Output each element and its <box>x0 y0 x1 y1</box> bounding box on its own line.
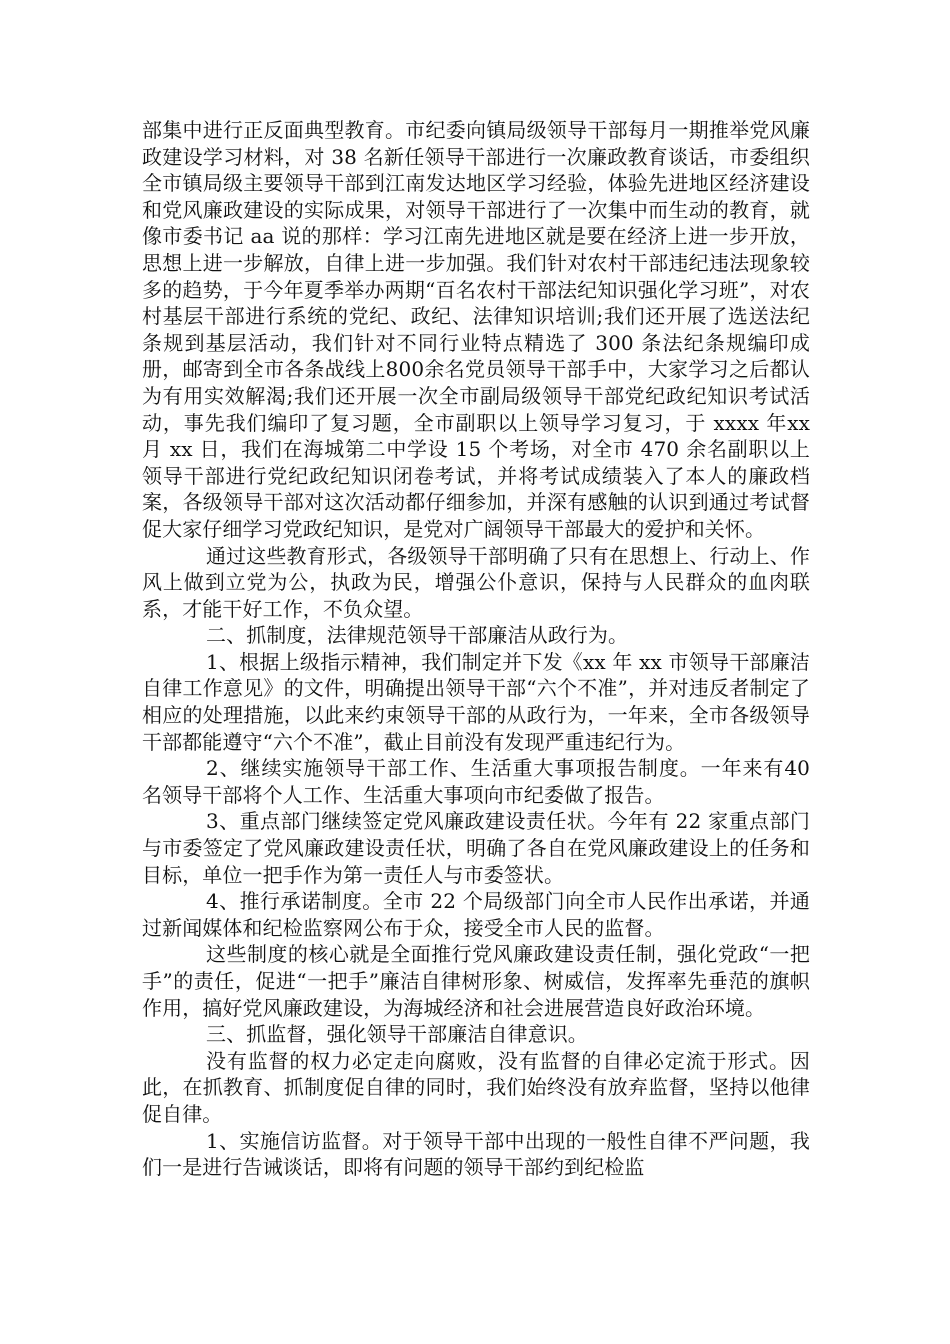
section-heading-2: 二、抓制度，法律规范领导干部廉洁从政行为。 <box>206 623 629 648</box>
paragraph-1: 部集中进行正反面典型教育。市纪委向镇局级领导干部每月一期推举党风廉政建设学习材料，对 38 名新任领导干部进行一次廉政教育谈话，市委组织全市镇局级主要领导干部到江南发达地区学习经验，体验先进地区经济建设和党风廉政建设的实际成果，对领导干部进行了一次集中而生动的教育，就像市委书记 aa 说的那样：学习江南先进地区就是要在经济上进一步开放，思想上进一步解放，自律上进一步加强。我们针对农村干部违纪违法现象较多的趋势，于今年夏季举办两期“百名农村干部法纪知识强化学习班”，对农村基层干部进行系统的党纪、政纪、法律知识培训;我们还开展了选送法纪条规到基层活动，我们针对不同行业特点精选了 300 条法纪条规编印成册，邮寄到全市各条战线上800余名党员领导干部手中，大家学习之后都认为有用实效解渴;我们还开展一次全市副局级领导干部党纪政纪知识考试活动，事先我们编印了复习题，全市副职以上领导学习复习，于 xxxx 年xx 月 xx 日，我们在海城第二中学设 15 个考场，对全市 470 余名副职以上领导干部进行党纪政纪知识闭卷考试，并将考试成绩装入了本人的廉政档案，各级领导干部对这次活动都仔细参加，并深有感触的认识到通过考试督促大家仔细学习党政纪知识，是党对广阔领导干部最大的爱护和关怀。 <box>142 118 810 541</box>
paragraph-item-2: 2、继续实施领导干部工作、生活重大事项报告制度。一年来有40 名领导干部将个人工作、生活重大事项向市纪委做了报告。 <box>142 756 810 807</box>
document-body <box>142 117 810 1181</box>
paragraph-2: 通过这些教育形式，各级领导干部明确了只有在思想上、行动上、作风上做到立党为公，执政为民，增强公仆意识，保持与人民群众的血肉联系，才能干好工作，不负众望。 <box>142 543 810 621</box>
paragraph-supervision-intro: 没有监督的权力必定走向腐败，没有监督的自律必定流于形式。因此，在抓教育、抓制度促自律的同时，我们始终没有放弃监督，坚持以他律促自律。 <box>142 1048 810 1126</box>
section-heading-3: 三、抓监督，强化领导干部廉洁自律意识。 <box>206 1022 588 1047</box>
paragraph-item-1: 1、根据上级指示精神，我们制定并下发《xx 年 xx 市领导干部廉洁自律工作意见》的文件，明确提出领导干部“六个不准”，并对违反者制定了相应的处理措施，以此来约束领导干部的从政行为，一年来，全市各级领导干部都能遵守“六个不准”，截止目前没有发现严重违纪行为。 <box>142 649 810 754</box>
paragraph-item-3: 3、重点部门继续签定党风廉政建设责任状。今年有 22 家重点部门与市委签定了党风廉政建设责任状，明确了各自在党风廉政建设上的任务和目标，单位一把手作为第一责任人与市委签状。 <box>142 809 810 887</box>
paragraph-summary: 这些制度的核心就是全面推行党风廉政建设责任制，强化党政“一把手”的责任，促进“一把手”廉洁自律树形象、树威信，发挥率先垂范的旗帜作用，搞好党风廉政建设，为海城经济和社会进展营造良好政治环境。 <box>142 942 810 1020</box>
paragraph-supervision-item-1: 1、实施信访监督。对于领导干部中出现的一般性自律不严问题，我们一是进行告诫谈话，即将有问题的领导干部约到纪检监 <box>142 1128 810 1180</box>
paragraph-item-4: 4、推行承诺制度。全市 22 个局级部门向全市人民作出承诺，并通过新闻媒体和纪检监察网公布于众，接受全市人民的监督。 <box>142 889 810 940</box>
